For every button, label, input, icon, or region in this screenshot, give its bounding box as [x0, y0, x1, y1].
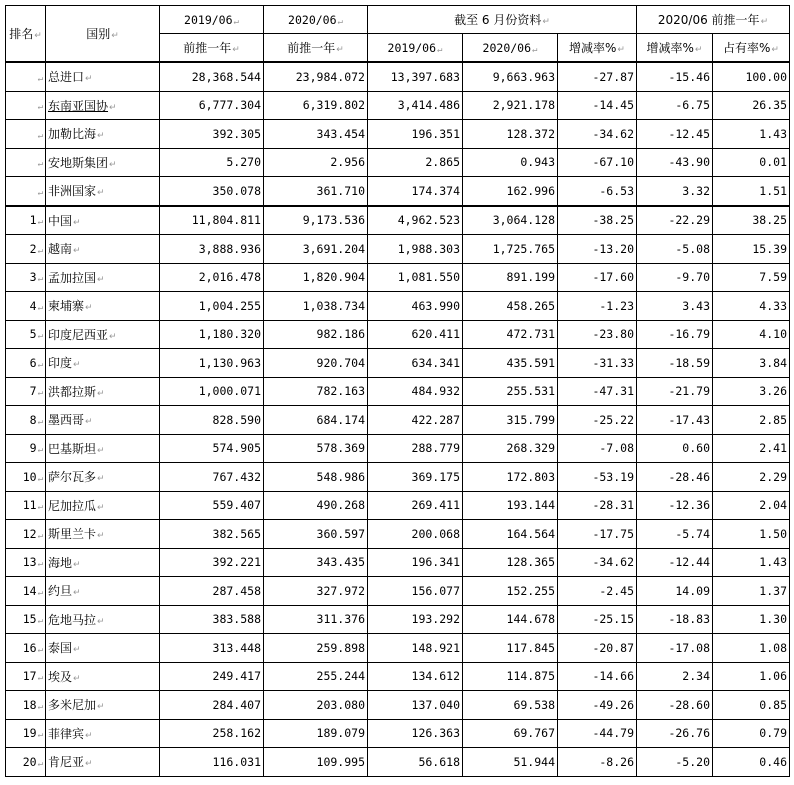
cell-rolling-change: -18.59 [637, 349, 713, 378]
cell-rolling-share: 1.37 [713, 577, 790, 606]
cell-rank: ↵ [6, 91, 46, 120]
cell-ytd-change: -17.60 [558, 263, 637, 292]
cell-ytd-2019: 137.040 [368, 691, 463, 720]
table-row [6, 605, 790, 634]
cell-ytd-2020: 9,663.963 [463, 62, 558, 91]
cell-2019-rolling: 392.221 [160, 548, 264, 577]
cell-rolling-share: 0.46 [713, 748, 790, 777]
cell-rolling-share: 100.00 [713, 62, 790, 91]
header-ytd-2019: 2019/06↵ [368, 34, 463, 63]
cell-ytd-2020: 193.144 [463, 491, 558, 520]
cell-country: 尼加拉瓜↵ [46, 491, 160, 520]
cell-ytd-2019: 148.921 [368, 634, 463, 663]
cell-2020-rolling: 259.898 [264, 634, 368, 663]
cell-ytd-2020: 268.329 [463, 434, 558, 463]
cell-country: 中国↵ [46, 206, 160, 235]
cell-ytd-change: -17.75 [558, 520, 637, 549]
cell-ytd-2020: 51.944 [463, 748, 558, 777]
cell-ytd-2020: 128.372 [463, 120, 558, 149]
cell-ytd-change: -20.87 [558, 634, 637, 663]
table-row [6, 662, 790, 691]
cell-2020-rolling: 9,173.536 [264, 206, 368, 235]
cell-2020-rolling: 311.376 [264, 605, 368, 634]
cell-rolling-change: -5.74 [637, 520, 713, 549]
cell-2020-rolling: 361.710 [264, 177, 368, 206]
cell-rolling-change: 14.09 [637, 577, 713, 606]
cell-rank: 9↵ [6, 434, 46, 463]
cell-rolling-change: -5.08 [637, 235, 713, 264]
cell-ytd-2019: 369.175 [368, 463, 463, 492]
cell-rolling-share: 7.59 [713, 263, 790, 292]
cell-rolling-share: 0.79 [713, 719, 790, 748]
cell-ytd-2020: 172.803 [463, 463, 558, 492]
cell-country: 总进口↵ [46, 62, 160, 91]
cell-2019-rolling: 284.407 [160, 691, 264, 720]
cell-2020-rolling: 343.454 [264, 120, 368, 149]
cell-rank: 10↵ [6, 463, 46, 492]
cell-ytd-2019: 196.341 [368, 548, 463, 577]
cell-country: 萨尔瓦多↵ [46, 463, 160, 492]
cell-rolling-change: -26.76 [637, 719, 713, 748]
cell-country: 加勒比海↵ [46, 120, 160, 149]
cell-ytd-change: -25.22 [558, 406, 637, 435]
cell-2019-rolling: 828.590 [160, 406, 264, 435]
cell-2019-rolling: 313.448 [160, 634, 264, 663]
cell-ytd-2019: 1,081.550 [368, 263, 463, 292]
cell-ytd-change: -44.79 [558, 719, 637, 748]
cell-2019-rolling: 249.417 [160, 662, 264, 691]
cell-2020-rolling: 343.435 [264, 548, 368, 577]
cell-2020-rolling: 255.244 [264, 662, 368, 691]
cell-2019-rolling: 2,016.478 [160, 263, 264, 292]
cell-2019-rolling: 5.270 [160, 148, 264, 177]
cell-rolling-change: -28.46 [637, 463, 713, 492]
cell-rank: 1↵ [6, 206, 46, 235]
cell-ytd-change: -8.26 [558, 748, 637, 777]
cell-rank: 20↵ [6, 748, 46, 777]
cell-ytd-2020: 128.365 [463, 548, 558, 577]
cell-rolling-share: 1.43 [713, 120, 790, 149]
cell-rolling-share: 4.33 [713, 292, 790, 321]
import-table [5, 5, 790, 777]
cell-ytd-change: -34.62 [558, 548, 637, 577]
cell-2019-rolling: 382.565 [160, 520, 264, 549]
cell-2020-rolling: 23,984.072 [264, 62, 368, 91]
cell-ytd-2019: 422.287 [368, 406, 463, 435]
cell-rank: 4↵ [6, 292, 46, 321]
cell-rolling-change: -12.36 [637, 491, 713, 520]
cell-2020-rolling: 578.369 [264, 434, 368, 463]
header-ytd-2020: 2020/06↵ [463, 34, 558, 63]
cell-ytd-2019: 156.077 [368, 577, 463, 606]
cell-rank: ↵ [6, 120, 46, 149]
cell-2019-rolling: 1,004.255 [160, 292, 264, 321]
cell-ytd-2019: 484.932 [368, 377, 463, 406]
table-row [6, 406, 790, 435]
cell-rolling-share: 2.41 [713, 434, 790, 463]
cell-rank: 18↵ [6, 691, 46, 720]
cell-2020-rolling: 189.079 [264, 719, 368, 748]
cell-ytd-change: -27.87 [558, 62, 637, 91]
cell-2020-rolling: 2.956 [264, 148, 368, 177]
cell-rank: 7↵ [6, 377, 46, 406]
summary-row [6, 91, 790, 120]
header-rolling-change: 增减率%↵ [637, 34, 713, 63]
table-row [6, 434, 790, 463]
cell-ytd-2019: 174.374 [368, 177, 463, 206]
cell-rolling-share: 1.30 [713, 605, 790, 634]
cell-rolling-change: 0.60 [637, 434, 713, 463]
cell-2020-rolling: 782.163 [264, 377, 368, 406]
cell-ytd-change: -34.62 [558, 120, 637, 149]
cell-rank: 5↵ [6, 320, 46, 349]
cell-2020-rolling: 360.597 [264, 520, 368, 549]
cell-rank: 13↵ [6, 548, 46, 577]
cell-rolling-change: -17.43 [637, 406, 713, 435]
cell-ytd-2019: 13,397.683 [368, 62, 463, 91]
cell-ytd-2019: 200.068 [368, 520, 463, 549]
table-row [6, 577, 790, 606]
cell-rolling-share: 2.85 [713, 406, 790, 435]
cell-ytd-2020: 164.564 [463, 520, 558, 549]
cell-2019-rolling: 1,000.071 [160, 377, 264, 406]
cell-ytd-change: -6.53 [558, 177, 637, 206]
cell-rolling-share: 1.51 [713, 177, 790, 206]
cell-rolling-share: 3.84 [713, 349, 790, 378]
cell-country: 安地斯集团↵ [46, 148, 160, 177]
cell-country: 印度↵ [46, 349, 160, 378]
cell-rolling-change: -6.75 [637, 91, 713, 120]
cell-2020-rolling: 3,691.204 [264, 235, 368, 264]
cell-rolling-share: 2.29 [713, 463, 790, 492]
cell-rolling-share: 15.39 [713, 235, 790, 264]
cell-2019-rolling: 6,777.304 [160, 91, 264, 120]
table-row [6, 691, 790, 720]
cell-ytd-2020: 0.943 [463, 148, 558, 177]
cell-rolling-change: -12.44 [637, 548, 713, 577]
cell-rolling-share: 1.50 [713, 520, 790, 549]
cell-rank: 2↵ [6, 235, 46, 264]
cell-ytd-change: -47.31 [558, 377, 637, 406]
cell-ytd-2020: 69.767 [463, 719, 558, 748]
cell-rank: 6↵ [6, 349, 46, 378]
cell-ytd-2019: 288.779 [368, 434, 463, 463]
cell-rolling-change: -16.79 [637, 320, 713, 349]
table-row [6, 719, 790, 748]
table-row [6, 320, 790, 349]
table-row [6, 634, 790, 663]
table-row [6, 491, 790, 520]
summary-row [6, 177, 790, 206]
cell-rank: 15↵ [6, 605, 46, 634]
cell-country: 海地↵ [46, 548, 160, 577]
summary-row [6, 120, 790, 149]
header-rolling-title: 2020/06 前推一年↵ [637, 6, 790, 34]
cell-ytd-2019: 56.618 [368, 748, 463, 777]
cell-rolling-share: 38.25 [713, 206, 790, 235]
header-2020-rolling-top: 2020/06↵ [264, 6, 368, 34]
cell-ytd-2020: 472.731 [463, 320, 558, 349]
cell-rolling-change: 3.43 [637, 292, 713, 321]
cell-2020-rolling: 684.174 [264, 406, 368, 435]
cell-rolling-change: -12.45 [637, 120, 713, 149]
cell-rank: 12↵ [6, 520, 46, 549]
cell-rank: ↵ [6, 62, 46, 91]
table-row [6, 463, 790, 492]
cell-country: 泰国↵ [46, 634, 160, 663]
cell-rolling-change: -9.70 [637, 263, 713, 292]
cell-country: 印度尼西亚↵ [46, 320, 160, 349]
cell-rolling-change: -18.83 [637, 605, 713, 634]
cell-rolling-share: 1.08 [713, 634, 790, 663]
cell-country: 东南亚国协↵ [46, 91, 160, 120]
cell-ytd-change: -7.08 [558, 434, 637, 463]
table-row [6, 206, 790, 235]
cell-2020-rolling: 203.080 [264, 691, 368, 720]
cell-ytd-2020: 435.591 [463, 349, 558, 378]
table-row [6, 292, 790, 321]
cell-2020-rolling: 490.268 [264, 491, 368, 520]
cell-ytd-2020: 315.799 [463, 406, 558, 435]
cell-rank: 8↵ [6, 406, 46, 435]
cell-rolling-share: 26.35 [713, 91, 790, 120]
cell-rolling-share: 0.85 [713, 691, 790, 720]
cell-ytd-change: -31.33 [558, 349, 637, 378]
cell-2020-rolling: 327.972 [264, 577, 368, 606]
cell-2019-rolling: 350.078 [160, 177, 264, 206]
cell-ytd-2020: 3,064.128 [463, 206, 558, 235]
cell-ytd-2019: 2.865 [368, 148, 463, 177]
cell-ytd-2020: 458.265 [463, 292, 558, 321]
cell-ytd-2020: 2,921.178 [463, 91, 558, 120]
cell-ytd-2019: 193.292 [368, 605, 463, 634]
table-row [6, 349, 790, 378]
cell-ytd-change: -13.20 [558, 235, 637, 264]
cell-2019-rolling: 767.432 [160, 463, 264, 492]
cell-ytd-2019: 463.990 [368, 292, 463, 321]
cell-ytd-2020: 69.538 [463, 691, 558, 720]
cell-country: 墨西哥↵ [46, 406, 160, 435]
cell-ytd-2020: 152.255 [463, 577, 558, 606]
cell-rolling-change: -21.79 [637, 377, 713, 406]
cell-2019-rolling: 11,804.811 [160, 206, 264, 235]
cell-rolling-change: 3.32 [637, 177, 713, 206]
table-row [6, 235, 790, 264]
cell-2020-rolling: 109.995 [264, 748, 368, 777]
cell-2019-rolling: 258.162 [160, 719, 264, 748]
cell-rolling-change: -15.46 [637, 62, 713, 91]
table-row [6, 377, 790, 406]
cell-country: 孟加拉国↵ [46, 263, 160, 292]
cell-country: 巴基斯坦↵ [46, 434, 160, 463]
cell-2020-rolling: 982.186 [264, 320, 368, 349]
cell-2020-rolling: 1,820.904 [264, 263, 368, 292]
cell-rolling-share: 1.43 [713, 548, 790, 577]
cell-ytd-2019: 634.341 [368, 349, 463, 378]
cell-rolling-change: -22.29 [637, 206, 713, 235]
table-row [6, 748, 790, 777]
cell-rank: 11↵ [6, 491, 46, 520]
cell-ytd-2020: 117.845 [463, 634, 558, 663]
cell-ytd-2019: 1,988.303 [368, 235, 463, 264]
cell-rank: ↵ [6, 148, 46, 177]
header-rolling-share: 占有率%↵ [713, 34, 790, 63]
cell-rolling-share: 4.10 [713, 320, 790, 349]
cell-ytd-change: -14.66 [558, 662, 637, 691]
header-ytd-title: 截至 6 月份资料↵ [368, 6, 637, 34]
header-row-1 [6, 6, 790, 34]
cell-2020-rolling: 6,319.802 [264, 91, 368, 120]
cell-ytd-2020: 114.875 [463, 662, 558, 691]
cell-2019-rolling: 574.905 [160, 434, 264, 463]
cell-ytd-change: -23.80 [558, 320, 637, 349]
cell-ytd-change: -67.10 [558, 148, 637, 177]
cell-ytd-2020: 1,725.765 [463, 235, 558, 264]
cell-rank: 17↵ [6, 662, 46, 691]
cell-country: 埃及↵ [46, 662, 160, 691]
cell-ytd-2019: 620.411 [368, 320, 463, 349]
table-row [6, 263, 790, 292]
cell-ytd-2019: 3,414.486 [368, 91, 463, 120]
cell-2019-rolling: 28,368.544 [160, 62, 264, 91]
cell-ytd-change: -25.15 [558, 605, 637, 634]
header-2019-rolling-top: 2019/06↵ [160, 6, 264, 34]
cell-rank: 3↵ [6, 263, 46, 292]
cell-country: 斯里兰卡↵ [46, 520, 160, 549]
cell-ytd-change: -2.45 [558, 577, 637, 606]
header-ytd-change: 增减率%↵ [558, 34, 637, 63]
cell-2019-rolling: 116.031 [160, 748, 264, 777]
cell-2019-rolling: 392.305 [160, 120, 264, 149]
cell-ytd-2019: 4,962.523 [368, 206, 463, 235]
cell-2019-rolling: 1,130.963 [160, 349, 264, 378]
cell-country: 危地马拉↵ [46, 605, 160, 634]
cell-ytd-2020: 144.678 [463, 605, 558, 634]
cell-rank: 19↵ [6, 719, 46, 748]
cell-ytd-2019: 126.363 [368, 719, 463, 748]
cell-rolling-share: 0.01 [713, 148, 790, 177]
cell-ytd-change: -1.23 [558, 292, 637, 321]
cell-country: 柬埔寨↵ [46, 292, 160, 321]
table-row [6, 520, 790, 549]
cell-country: 多米尼加↵ [46, 691, 160, 720]
cell-ytd-change: -49.26 [558, 691, 637, 720]
cell-2020-rolling: 548.986 [264, 463, 368, 492]
cell-rank: 14↵ [6, 577, 46, 606]
cell-2019-rolling: 383.588 [160, 605, 264, 634]
cell-rolling-change: -28.60 [637, 691, 713, 720]
cell-ytd-2019: 134.612 [368, 662, 463, 691]
cell-country: 非洲国家↵ [46, 177, 160, 206]
cell-rolling-change: -17.08 [637, 634, 713, 663]
cell-rolling-change: -43.90 [637, 148, 713, 177]
cell-rolling-share: 2.04 [713, 491, 790, 520]
cell-rolling-share: 3.26 [713, 377, 790, 406]
cell-rolling-change: -5.20 [637, 748, 713, 777]
cell-2019-rolling: 1,180.320 [160, 320, 264, 349]
cell-country: 肯尼亚↵ [46, 748, 160, 777]
cell-rank: 16↵ [6, 634, 46, 663]
cell-ytd-2020: 255.531 [463, 377, 558, 406]
cell-country: 菲律宾↵ [46, 719, 160, 748]
cell-ytd-change: -53.19 [558, 463, 637, 492]
cell-2020-rolling: 920.704 [264, 349, 368, 378]
summary-row [6, 148, 790, 177]
cell-2019-rolling: 559.407 [160, 491, 264, 520]
cell-country: 越南↵ [46, 235, 160, 264]
cell-country: 洪都拉斯↵ [46, 377, 160, 406]
cell-ytd-change: -38.25 [558, 206, 637, 235]
cell-ytd-change: -14.45 [558, 91, 637, 120]
header-rank: 排名↵ [6, 6, 46, 63]
header-country: 国别↵ [46, 6, 160, 63]
cell-ytd-2020: 162.996 [463, 177, 558, 206]
cell-ytd-change: -28.31 [558, 491, 637, 520]
header-2020-rolling-bottom: 前推一年↵ [264, 34, 368, 63]
cell-2019-rolling: 3,888.936 [160, 235, 264, 264]
cell-ytd-2019: 196.351 [368, 120, 463, 149]
header-2019-rolling-bottom: 前推一年↵ [160, 34, 264, 63]
cell-ytd-2019: 269.411 [368, 491, 463, 520]
cell-rank: ↵ [6, 177, 46, 206]
cell-2020-rolling: 1,038.734 [264, 292, 368, 321]
summary-row [6, 62, 790, 91]
cell-ytd-2020: 891.199 [463, 263, 558, 292]
cell-rolling-change: 2.34 [637, 662, 713, 691]
cell-2019-rolling: 287.458 [160, 577, 264, 606]
table-row [6, 548, 790, 577]
cell-rolling-share: 1.06 [713, 662, 790, 691]
cell-country: 约旦↵ [46, 577, 160, 606]
